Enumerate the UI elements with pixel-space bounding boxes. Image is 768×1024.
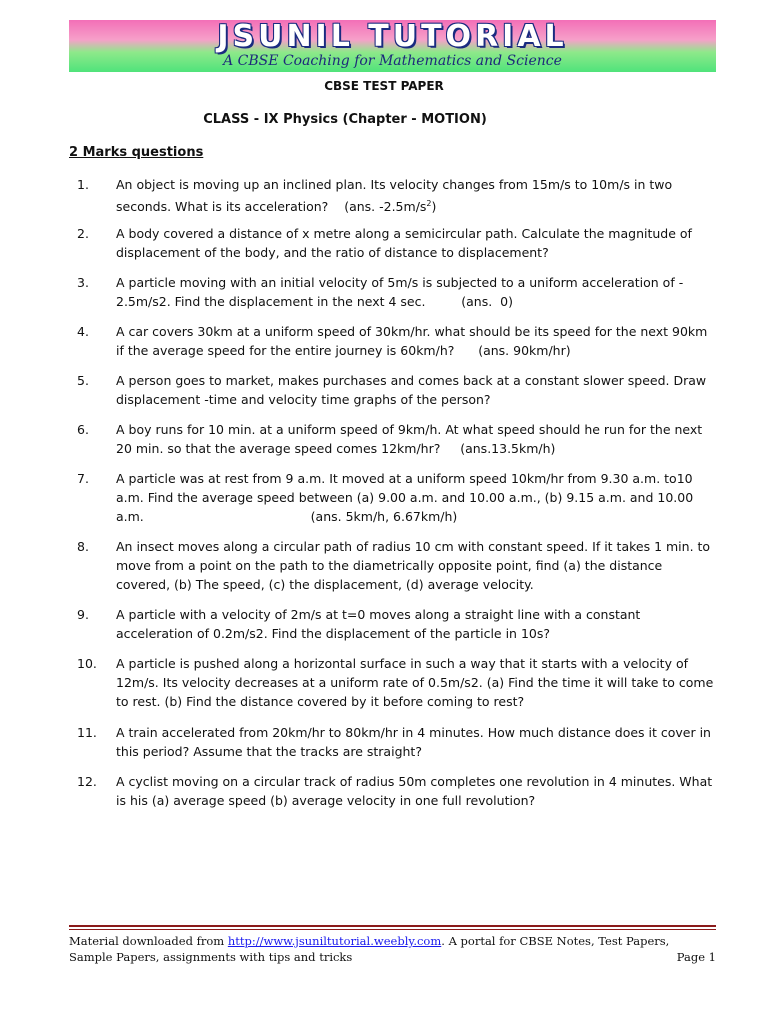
question-number: 8.	[77, 539, 89, 554]
brand-logo-text: JSUNIL TUTORIAL	[217, 19, 568, 54]
question-number: 1.	[77, 177, 89, 192]
question-number: 10.	[77, 656, 97, 671]
footer-suffix: . A portal for CBSE Notes, Test Papers,	[441, 934, 670, 948]
question-item	[69, 420, 719, 458]
question-text: A boy runs for 10 min. at a uniform speed of 9km/h. At what speed should he run for the next 20 min. so that the average speed comes 12km/hr?	[116, 422, 703, 456]
question-item	[69, 469, 719, 526]
question-text: A particle with a velocity of 2m/s at t=0 moves along a straight line with a constant acceleration of 0.2m/s2. Find the displacement of the particle in 10s?	[116, 607, 641, 641]
question-number: 5.	[77, 373, 89, 388]
question-number: 6.	[77, 422, 89, 437]
question-number: 3.	[77, 275, 89, 290]
question-number: 9.	[77, 607, 89, 622]
question-item	[69, 224, 719, 262]
question-number: 7.	[77, 471, 89, 486]
section-heading: 2 Marks questions	[69, 145, 204, 160]
question-item	[69, 322, 719, 360]
question-item	[69, 723, 719, 761]
question-number: 4.	[77, 324, 89, 339]
question-number: 12.	[77, 774, 97, 789]
question-answer: (ans.13.5km/h)	[440, 441, 556, 456]
page-number: Page 1	[676, 950, 716, 964]
question-text: A cyclist moving on a circular track of radius 50m completes one revolution in 4 minutes. What is his (a) average speed (b) average velocity in one full revolution?	[116, 774, 713, 808]
footer-prefix: Material downloaded from	[69, 934, 228, 948]
question-text: An object is moving up an inclined plan. Its velocity changes from 15m/s to 10m/s in two seconds. What is its acceleration?	[116, 177, 673, 215]
header-banner	[69, 20, 716, 72]
answer-superscript: 2	[426, 199, 432, 208]
question-item	[69, 605, 719, 643]
question-text: A particle was at rest from 9 a.m. It moved at a uniform speed 10km/hr from 9.30 a.m. to10 a.m. Find the average speed between (a) 9.00 a.m. and 10.00 a.m., (b) 9.15 a.m. and 10.00 a.m.	[116, 471, 694, 524]
page-footer	[69, 933, 716, 965]
question-text: A train accelerated from 20km/hr to 80km/hr in 4 minutes. How much distance does it cover in this period? Assume that the tracks are straight?	[116, 725, 711, 759]
question-item	[69, 273, 719, 311]
class-title: CLASS - IX Physics (Chapter - MOTION)	[203, 112, 487, 127]
footer-line-2: Sample Papers, assignments with tips and tricks	[69, 950, 353, 964]
question-item	[69, 772, 719, 810]
answer-close: )	[431, 199, 437, 215]
footer-site-link[interactable]: http://www.jsuniltutorial.weebly.com	[227, 934, 442, 948]
question-text: A body covered a distance of x metre along a semicircular path. Calculate the magnitude of displacement of the body, and the ratio of distance to displacement?	[116, 226, 692, 260]
question-answer: (ans. 5km/h, 6.67km/h)	[143, 509, 458, 524]
question-item	[69, 371, 719, 409]
question-text: An insect moves along a circular path of radius 10 cm with constant speed. If it takes 1 min. to move from a point on the path to the diametrically opposite point, find (a) the distance covered, (b) The speed, (c) the displacement, (d) average velocity.	[116, 539, 711, 592]
question-text: A car covers 30km at a uniform speed of 30km/hr. what should be its speed for the next 90km if the average speed for the entire journey is 60km/h?	[116, 324, 708, 358]
footer-divider	[69, 925, 716, 927]
question-item	[69, 537, 719, 594]
question-text: A particle moving with an initial velocity of 5m/s is subjected to a uniform acceleration of - 2.5m/s2. Find the displacement in the next 4 sec.	[116, 275, 684, 309]
question-answer: (ans. 0)	[425, 294, 513, 309]
question-number: 11.	[77, 725, 97, 740]
question-item	[69, 654, 719, 711]
question-text: A particle is pushed along a horizontal surface in such a way that it starts with a velocity of 12m/s. Its velocity decreases at a uniform rate of 0.5m/s2. (a) Find the time it will take to come to rest. (b) Find the distance covered by it before coming to rest?	[116, 656, 714, 709]
question-item	[69, 175, 719, 216]
paper-title: CBSE TEST PAPER	[324, 79, 444, 93]
footer-divider-thin	[69, 929, 716, 930]
brand-tagline: A CBSE Coaching for Mathematics and Science	[223, 53, 562, 69]
question-answer: (ans. -2.5m/s	[328, 199, 427, 215]
question-answer: (ans. 90km/hr)	[454, 343, 571, 358]
question-text: A person goes to market, makes purchases and comes back at a constant slower speed. Draw displacement -time and velocity time graphs of the person?	[116, 373, 707, 407]
question-number: 2.	[77, 226, 89, 241]
